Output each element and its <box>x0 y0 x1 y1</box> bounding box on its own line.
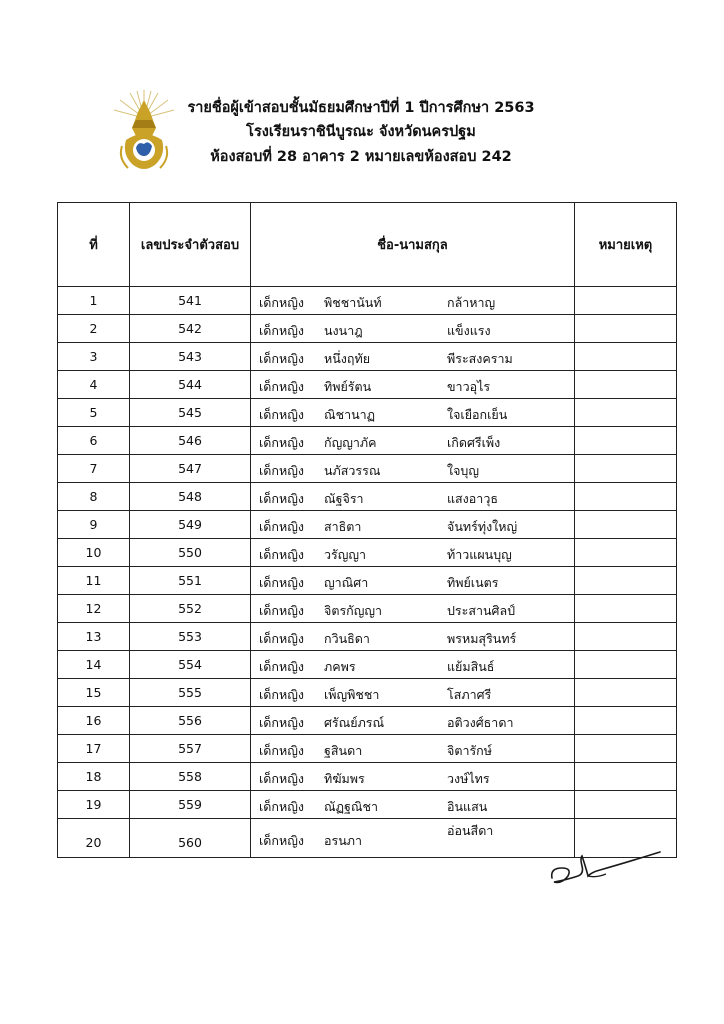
table-row <box>58 651 677 679</box>
table-row <box>58 735 677 763</box>
last-name: แข็งแรง <box>447 323 491 338</box>
table-row <box>58 287 677 315</box>
candidate-name <box>251 791 575 819</box>
name-title: เด็กหญิง <box>259 833 304 848</box>
last-name: เกิดศรีเพ็ง <box>447 435 501 450</box>
first-name: ศรัณย์ภรณ์ <box>324 715 385 730</box>
column-header-exam-id: เลขประจำตัวสอบ <box>130 203 251 287</box>
table-row <box>58 455 677 483</box>
candidate-name <box>251 623 575 651</box>
exam-id: 553 <box>130 623 251 651</box>
column-header-full-name: ชื่อ-นามสกุล <box>251 203 575 287</box>
candidate-name <box>251 539 575 567</box>
name-title: เด็กหญิง <box>259 379 304 394</box>
first-name: ญาณิศา <box>324 575 369 590</box>
last-name: ใจเยือกเย็น <box>447 407 508 422</box>
column-header-remarks: หมายเหตุ <box>575 203 677 287</box>
exam-id: 543 <box>130 343 251 371</box>
table-row <box>58 623 677 651</box>
remarks-cell <box>575 427 677 455</box>
candidate-name <box>251 427 575 455</box>
last-name: พีระสงคราม <box>447 351 513 366</box>
last-name: วงษ์ไทร <box>447 771 490 786</box>
remarks-cell <box>575 371 677 399</box>
row-number: 13 <box>58 623 130 651</box>
candidate-name <box>251 567 575 595</box>
name-title: เด็กหญิง <box>259 491 304 506</box>
column-header-number: ที่ <box>58 203 130 287</box>
remarks-cell <box>575 343 677 371</box>
row-number: 10 <box>58 539 130 567</box>
exam-id: 544 <box>130 371 251 399</box>
name-title: เด็กหญิง <box>259 295 304 310</box>
row-number: 4 <box>58 371 130 399</box>
last-name: จันทร์ทุ่งใหญ่ <box>447 519 518 534</box>
exam-room-info: ห้องสอบที่ 28 อาคาร 2 หมายเลขห้องสอบ 242 <box>210 149 512 165</box>
remarks-cell <box>575 651 677 679</box>
candidate-name <box>251 735 575 763</box>
table-row <box>58 567 677 595</box>
first-name: สาธิตา <box>324 519 362 534</box>
candidate-name <box>251 511 575 539</box>
candidate-name <box>251 819 575 858</box>
first-name: ภคพร <box>324 659 356 674</box>
name-title: เด็กหญิง <box>259 547 304 562</box>
exam-id: 551 <box>130 567 251 595</box>
exam-id: 559 <box>130 791 251 819</box>
first-name: ณิชานาฏ <box>324 407 376 422</box>
row-number: 19 <box>58 791 130 819</box>
exam-id: 548 <box>130 483 251 511</box>
first-name: ณัฏฐณิชา <box>324 799 378 814</box>
remarks-cell <box>575 483 677 511</box>
first-name: อรนภา <box>324 833 363 848</box>
candidate-name <box>251 315 575 343</box>
candidate-table <box>57 202 677 858</box>
exam-id: 560 <box>130 819 251 858</box>
table-row <box>58 315 677 343</box>
name-title: เด็กหญิง <box>259 463 304 478</box>
table-row <box>58 539 677 567</box>
last-name: กล้าหาญ <box>447 295 496 310</box>
table-header-row <box>58 203 677 287</box>
table-row <box>58 707 677 735</box>
candidate-name <box>251 763 575 791</box>
table-row <box>58 371 677 399</box>
candidate-name <box>251 399 575 427</box>
first-name: กวินธิดา <box>324 631 370 646</box>
row-number: 20 <box>58 819 130 858</box>
first-name: จิตรกัญญา <box>324 603 383 618</box>
name-title: เด็กหญิง <box>259 799 304 814</box>
last-name: ขาวอุไร <box>447 379 491 394</box>
candidate-name <box>251 679 575 707</box>
school-name: โรงเรียนราชินีบูรณะ จังหวัดนครปฐม <box>246 124 476 140</box>
name-title: เด็กหญิง <box>259 435 304 450</box>
row-number: 9 <box>58 511 130 539</box>
name-title: เด็กหญิง <box>259 323 304 338</box>
candidate-name <box>251 651 575 679</box>
exam-id: 558 <box>130 763 251 791</box>
last-name: อติวงศ์ธาดา <box>447 715 514 730</box>
last-name: พรหมสุรินทร์ <box>447 631 517 646</box>
table-row <box>58 511 677 539</box>
remarks-cell <box>575 539 677 567</box>
first-name: นภัสวรรณ <box>324 463 381 478</box>
exam-id: 547 <box>130 455 251 483</box>
exam-id: 545 <box>130 399 251 427</box>
row-number: 17 <box>58 735 130 763</box>
table-body <box>58 287 677 858</box>
candidate-name <box>251 343 575 371</box>
last-name: จิตารักษ์ <box>447 743 492 758</box>
row-number: 16 <box>58 707 130 735</box>
first-name: หนึ่งฤทัย <box>324 351 371 366</box>
table-row <box>58 791 677 819</box>
exam-id: 546 <box>130 427 251 455</box>
candidate-name <box>251 595 575 623</box>
remarks-cell <box>575 455 677 483</box>
exam-id: 542 <box>130 315 251 343</box>
table-row <box>58 595 677 623</box>
school-crest-icon <box>112 88 176 176</box>
row-number: 18 <box>58 763 130 791</box>
candidate-name <box>251 707 575 735</box>
candidate-name <box>251 455 575 483</box>
exam-id: 554 <box>130 651 251 679</box>
first-name: เพ็ญพิชชา <box>324 687 380 702</box>
candidate-name <box>251 371 575 399</box>
remarks-cell <box>575 735 677 763</box>
exam-id: 552 <box>130 595 251 623</box>
candidate-name <box>251 483 575 511</box>
name-title: เด็กหญิง <box>259 519 304 534</box>
row-number: 5 <box>58 399 130 427</box>
remarks-cell <box>575 707 677 735</box>
exam-id: 557 <box>130 735 251 763</box>
last-name: ประสานศิลป์ <box>447 603 516 618</box>
document-title: รายชื่อผู้เข้าสอบชั้นมัธยมศึกษาปีที่ 1 ปีการศึกษา 2563 <box>187 100 535 116</box>
name-title: เด็กหญิง <box>259 407 304 422</box>
row-number: 1 <box>58 287 130 315</box>
signature-icon <box>548 846 664 888</box>
name-title: เด็กหญิง <box>259 659 304 674</box>
remarks-cell <box>575 315 677 343</box>
table-row <box>58 427 677 455</box>
first-name: ฐสินดา <box>324 743 363 758</box>
name-title: เด็กหญิง <box>259 631 304 646</box>
last-name: อ่อนสีดา <box>447 823 494 838</box>
last-name: อินแสน <box>447 799 488 814</box>
remarks-cell <box>575 287 677 315</box>
row-number: 15 <box>58 679 130 707</box>
table-row <box>58 343 677 371</box>
row-number: 8 <box>58 483 130 511</box>
last-name: แย้มสินธ์ <box>447 659 495 674</box>
remarks-cell <box>575 567 677 595</box>
name-title: เด็กหญิง <box>259 743 304 758</box>
row-number: 12 <box>58 595 130 623</box>
name-title: เด็กหญิง <box>259 575 304 590</box>
exam-id: 556 <box>130 707 251 735</box>
exam-id: 555 <box>130 679 251 707</box>
first-name: ทิพย์รัตน <box>324 379 372 394</box>
last-name: ใจบุญ <box>447 463 480 478</box>
remarks-cell <box>575 623 677 651</box>
first-name: ทิฆัมพร <box>324 771 365 786</box>
last-name: ท้าวแผนบุญ <box>447 547 512 562</box>
row-number: 6 <box>58 427 130 455</box>
name-title: เด็กหญิง <box>259 351 304 366</box>
first-name: กัญญาภัค <box>324 435 377 450</box>
row-number: 11 <box>58 567 130 595</box>
first-name: พิชชานันท์ <box>324 295 382 310</box>
last-name: แสงอาวุธ <box>447 491 498 506</box>
name-title: เด็กหญิง <box>259 715 304 730</box>
exam-id: 549 <box>130 511 251 539</box>
first-name: วรัญญา <box>324 547 367 562</box>
remarks-cell <box>575 679 677 707</box>
row-number: 3 <box>58 343 130 371</box>
candidate-name <box>251 287 575 315</box>
row-number: 2 <box>58 315 130 343</box>
exam-id: 541 <box>130 287 251 315</box>
remarks-cell <box>575 511 677 539</box>
name-title: เด็กหญิง <box>259 603 304 618</box>
first-name: นงนาฎ <box>324 323 363 338</box>
name-title: เด็กหญิง <box>259 771 304 786</box>
table-row <box>58 679 677 707</box>
table-row <box>58 763 677 791</box>
row-number: 14 <box>58 651 130 679</box>
name-title: เด็กหญิง <box>259 687 304 702</box>
exam-id: 550 <box>130 539 251 567</box>
remarks-cell <box>575 763 677 791</box>
last-name: ทิพย์เนตร <box>447 575 499 590</box>
first-name: ณัฐจิรา <box>324 491 364 506</box>
table-row <box>58 399 677 427</box>
last-name: โสภาศรี <box>447 687 492 702</box>
remarks-cell <box>575 595 677 623</box>
table-row <box>58 483 677 511</box>
row-number: 7 <box>58 455 130 483</box>
remarks-cell <box>575 399 677 427</box>
remarks-cell <box>575 791 677 819</box>
